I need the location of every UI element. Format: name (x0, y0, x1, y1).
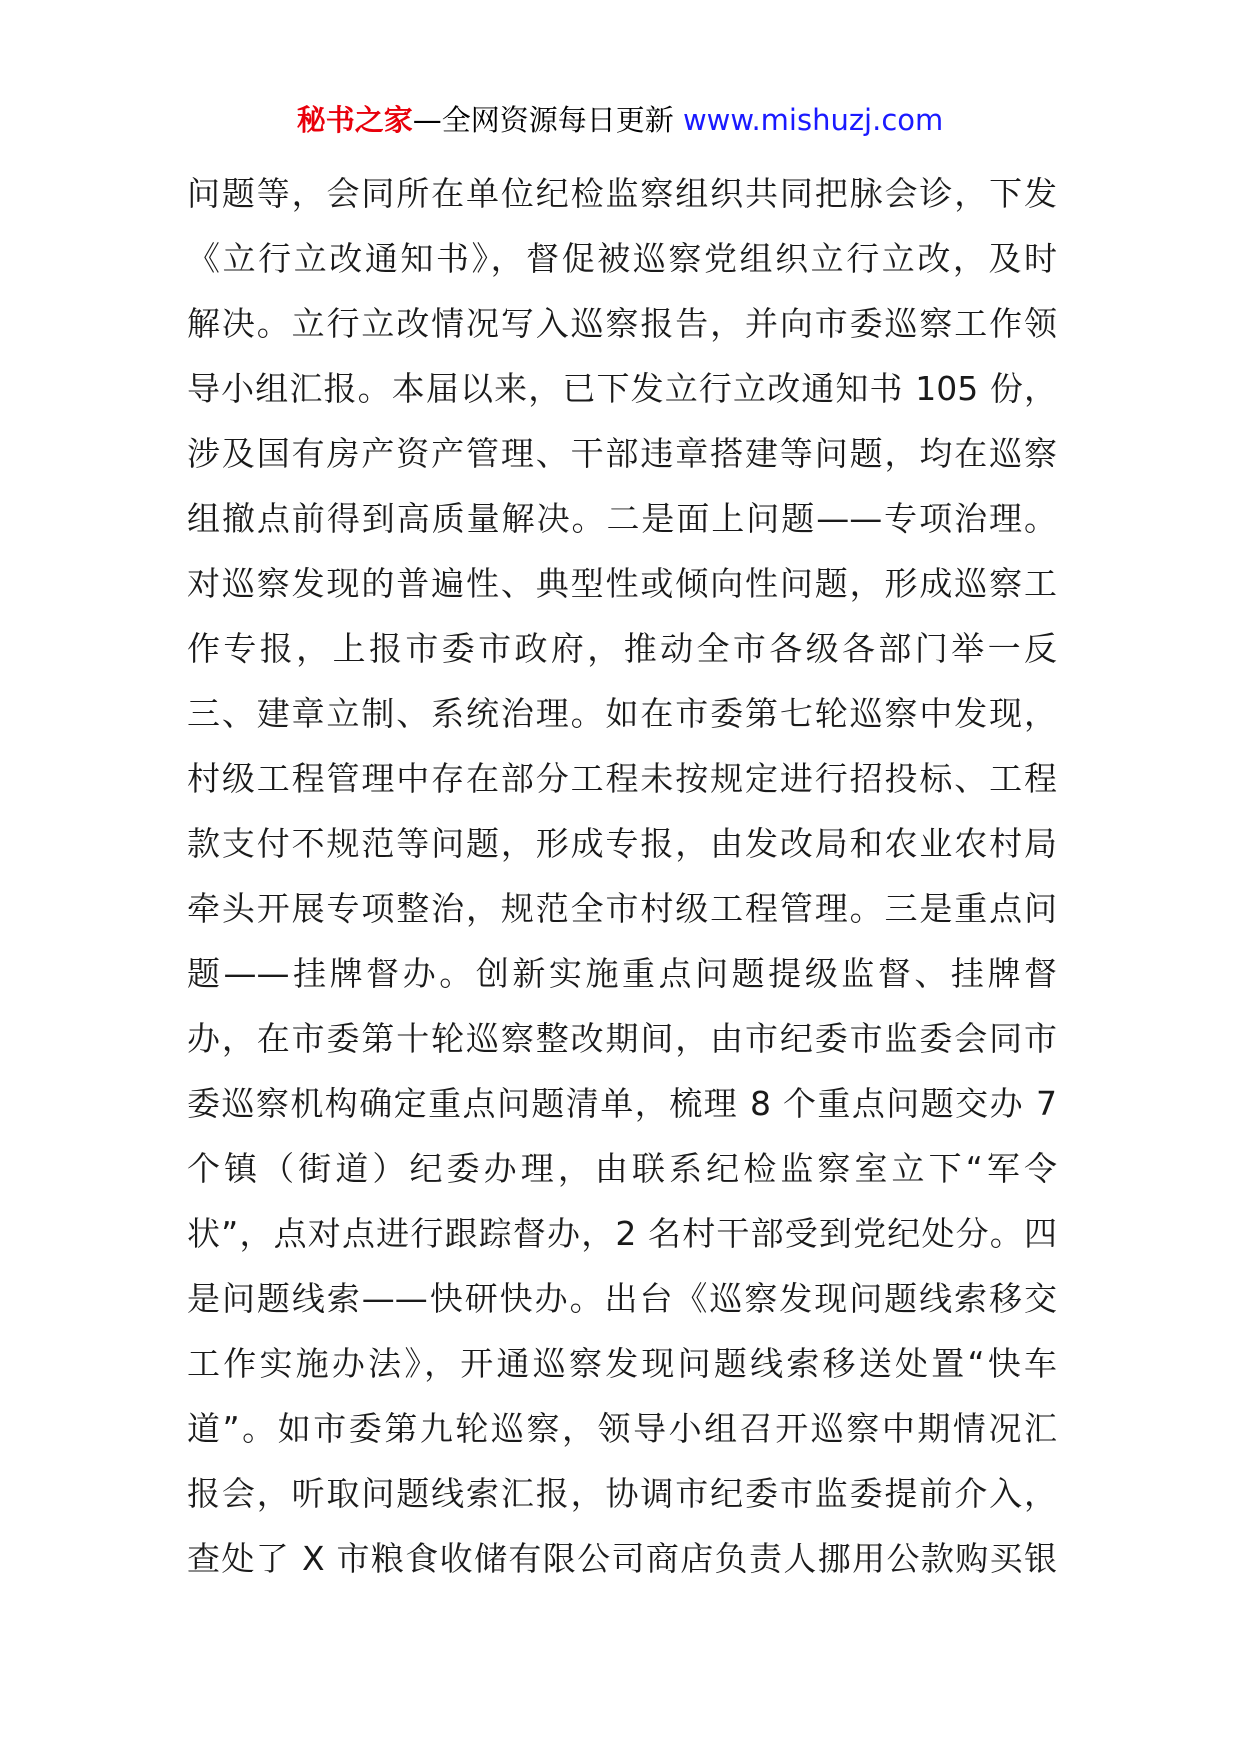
text-line: 个镇（街道）纪委办理，由联系纪检监察室立下“军令 (187, 1149, 1057, 1188)
text-line: 问题等，会同所在单位纪检监察组织共同把脉会诊，下发 (187, 174, 1057, 213)
text-line: 导小组汇报。本届以来，已下发立行立改通知书 105 份， (187, 369, 1057, 408)
page-header (0, 100, 1240, 140)
text-line: 委巡察机构确定重点问题清单，梳理 8 个重点问题交办 7 (187, 1084, 1057, 1123)
text-line: 对巡察发现的普遍性、典型性或倾向性问题，形成巡察工 (187, 564, 1057, 603)
text-line: 三、建章立制、系统治理。如在市委第七轮巡察中发现， (187, 694, 1057, 733)
text-line: 作专报，上报市委市政府，推动全市各级各部门举一反 (187, 629, 1057, 668)
text-line: 解决。立行立改情况写入巡察报告，并向市委巡察工作领 (187, 304, 1057, 343)
text-line: 道”。如市委第九轮巡察，领导小组召开巡察中期情况汇 (187, 1409, 1057, 1448)
brand-name: 秘书之家 (296, 103, 413, 137)
site-url-link[interactable]: www.mishuzj.com (682, 103, 944, 137)
body-paragraph (187, 161, 1057, 1591)
text-line: 工作实施办法》，开通巡察发现问题线索移送处置“快车 (187, 1344, 1057, 1383)
text-line: 是问题线索——快研快办。出台《巡察发现问题线索移交 (187, 1279, 1057, 1318)
text-line: 村级工程管理中存在部分工程未按规定进行招投标、工程 (187, 759, 1057, 798)
header-tagline: —全网资源每日更新 (412, 103, 683, 137)
text-line: 涉及国有房产资产管理、干部违章搭建等问题，均在巡察 (187, 434, 1057, 473)
text-line: 办，在市委第十轮巡察整改期间，由市纪委市监委会同市 (187, 1019, 1057, 1058)
text-line: 查处了 X 市粮食收储有限公司商店负责人挪用公款购买银 (187, 1539, 1057, 1578)
text-line: 状”，点对点进行跟踪督办，2 名村干部受到党纪处分。四 (187, 1214, 1057, 1253)
text-line: 牵头开展专项整治，规范全市村级工程管理。三是重点问 (187, 889, 1057, 928)
text-line: 报会，听取问题线索汇报，协调市纪委市监委提前介入， (187, 1474, 1057, 1513)
text-line: 款支付不规范等问题，形成专报，由发改局和农业农村局 (187, 824, 1057, 863)
text-line: 《立行立改通知书》，督促被巡察党组织立行立改，及时 (187, 239, 1057, 278)
text-line: 组撤点前得到高质量解决。二是面上问题——专项治理。 (187, 499, 1057, 538)
text-line: 题——挂牌督办。创新实施重点问题提级监督、挂牌督 (187, 954, 1057, 993)
